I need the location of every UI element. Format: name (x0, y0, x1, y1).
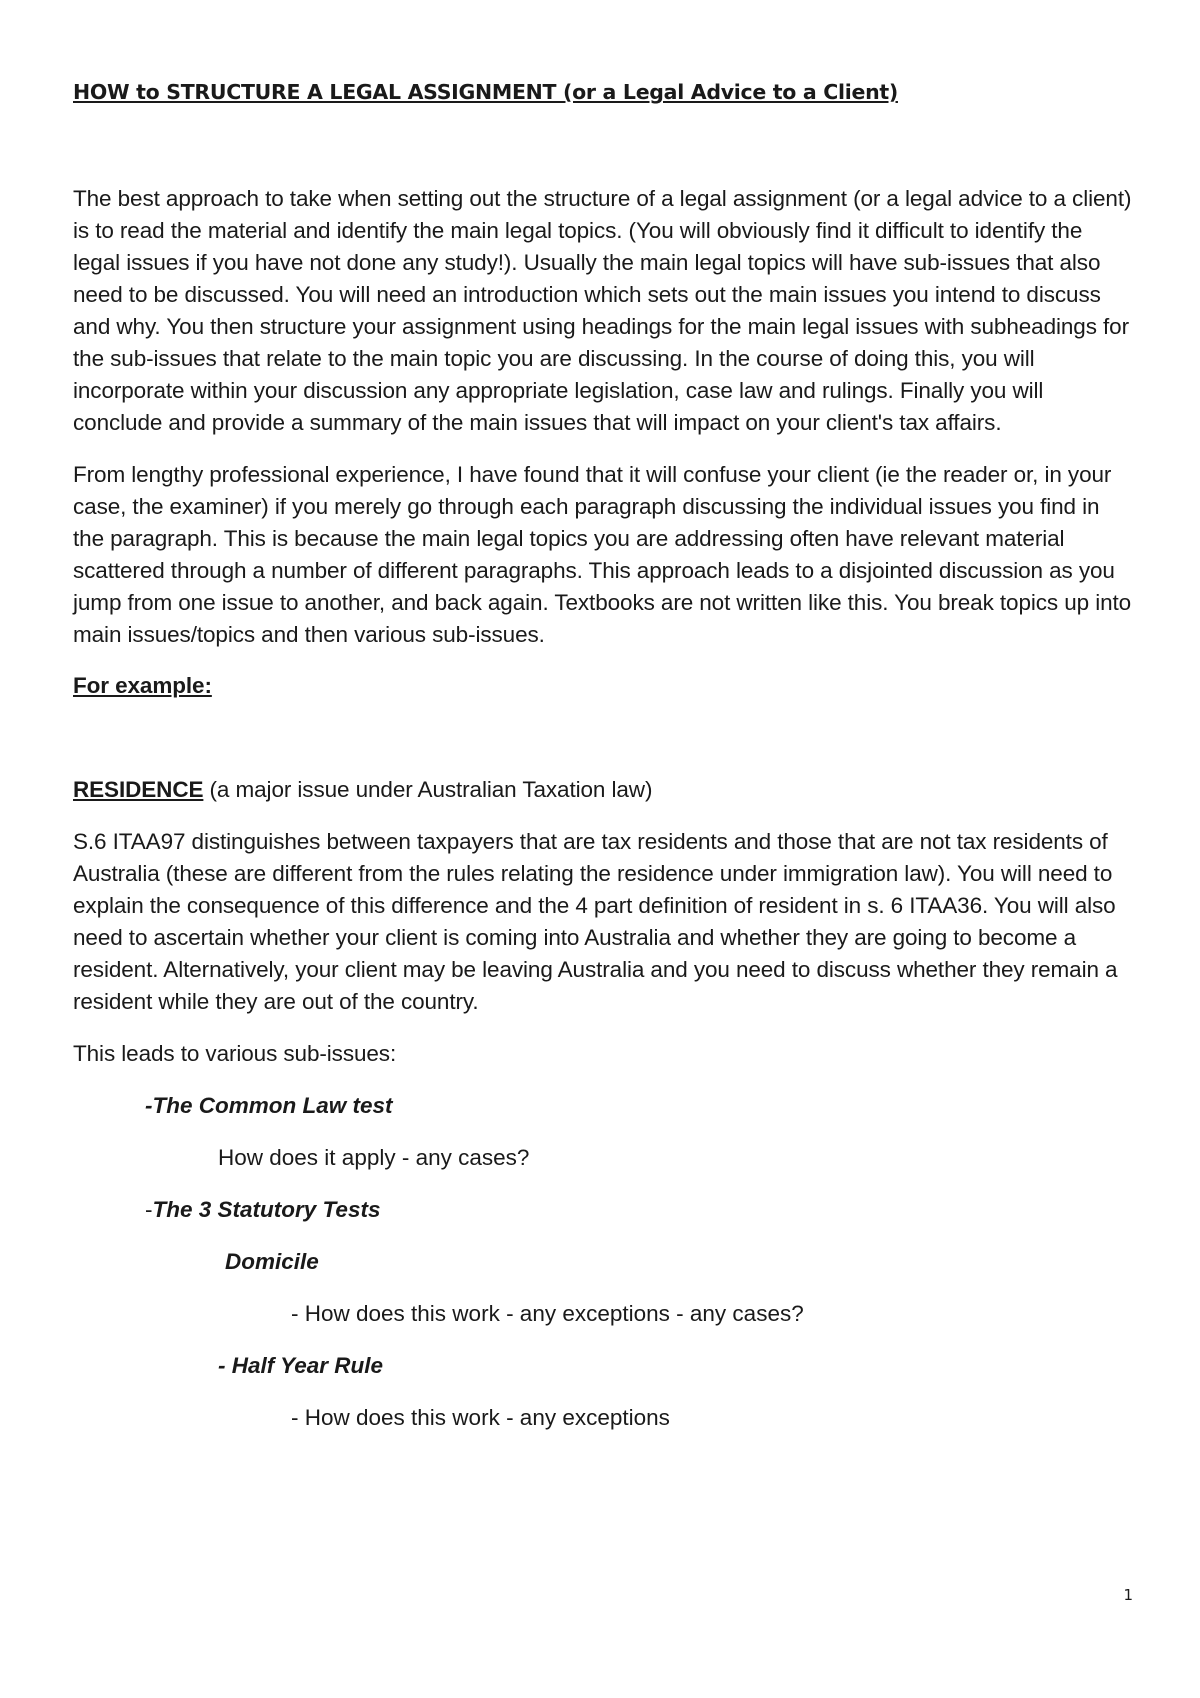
document-title: HOW to STRUCTURE A LEGAL ASSIGNMENT (or a Legal Advice to a Client) (73, 80, 898, 104)
example-label: For example: (73, 673, 212, 698)
half-year-question: - How does this work - any exceptions (291, 1405, 670, 1430)
common-law-test-heading: -The Common Law test (145, 1093, 393, 1118)
statutory-tests-heading: The 3 Statutory Tests (152, 1197, 381, 1222)
domicile-question: - How does this work - any exceptions - any cases? (291, 1301, 804, 1326)
experience-paragraph: From lengthy professional experience, I have found that it will confuse your client (ie the reader or, in your case, the examiner) if you merely go through each paragraph discussing the individual issues you find in the paragraph. This is because the main legal topics you are addressing often have relevant material scattered through a number of different paragraphs. This approach leads to a disjointed discussion as you jump from one issue to another, and back again. Textbooks are not written like this. You break topics up into main issues/topics and then various sub-issues. (73, 462, 1132, 647)
page-number: 1 (1123, 1586, 1133, 1604)
statutory-dash: - (145, 1197, 153, 1222)
residence-heading: RESIDENCE (73, 777, 204, 802)
residence-heading-line (73, 774, 1133, 806)
statutory-tests-line (73, 1194, 1133, 1226)
s6-paragraph: S.6 ITAA97 distinguishes between taxpayers that are tax residents and those that are not tax residents of Australia (these are different from the rules relating the residence under immigration law). You will need to explain the consequence of this difference and the 4 part definition of resident in s. 6 ITAA36. You will also need to ascertain whether your client is coming into Australia and whether they are going to become a resident. Alternatively, your client may be leaving Australia and you need to discuss whether they remain a resident while they are out of the country. (73, 829, 1118, 1014)
common-law-question: How does it apply - any cases? (218, 1145, 530, 1170)
intro-paragraph: The best approach to take when setting out the structure of a legal assignment (or a legal advice to a client) is to read the material and identify the main legal topics. (You will obviously find it difficult to identify the legal issues if you have not done any study!). Usually the main legal topics will have sub-issues that also need to be discussed. You will need an introduction which sets out the main issues you intend to discuss and why. You then structure your assignment using headings for the main legal issues with subheadings for the sub-issues that relate to the main topic you are discussing. In the course of doing this, you will incorporate within your discussion any appropriate legislation, case law and rulings. Finally you will conclude and provide a summary of the main issues that will impact on your client's tax affairs. (73, 186, 1132, 435)
half-year-rule-heading: - Half Year Rule (218, 1353, 384, 1378)
domicile-heading: Domicile (225, 1249, 319, 1274)
sub-issues-intro: This leads to various sub-issues: (73, 1041, 397, 1066)
document-body (73, 72, 1133, 1434)
residence-note: (a major issue under Australian Taxation law) (203, 777, 653, 802)
